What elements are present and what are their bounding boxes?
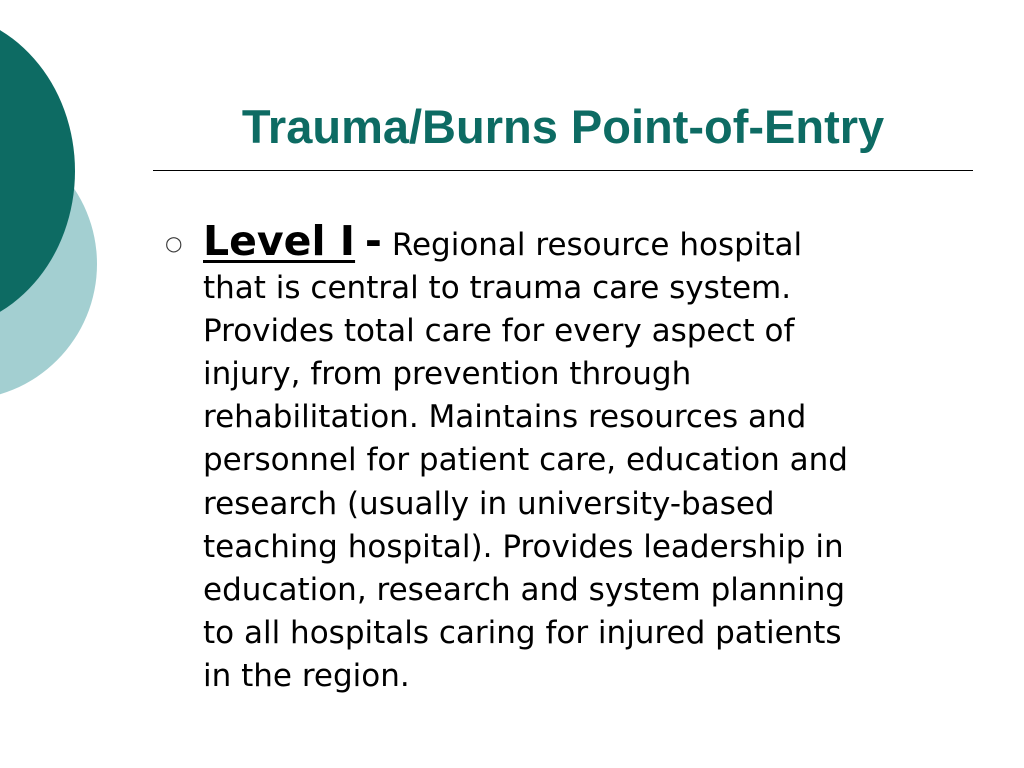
hollow-circle-bullet-icon: ○ xyxy=(165,231,183,255)
body-line: injury, from prevention through xyxy=(203,356,692,393)
body-line: education, research and system planning xyxy=(203,571,846,608)
slide-title: Trauma/Burns Point-of-Entry xyxy=(241,100,885,153)
body-line: rehabilitation. Maintains resources and xyxy=(203,399,807,436)
body-line: Provides total care for every aspect of xyxy=(203,313,795,350)
bullet-text xyxy=(203,217,963,698)
body-line: teaching hospital). Provides leadership in xyxy=(203,528,844,565)
bullet-first-line xyxy=(203,217,963,267)
body-line: that is central to trauma care system. xyxy=(203,270,792,307)
title-divider xyxy=(153,170,973,171)
level-separator: - xyxy=(364,217,382,265)
body-line: personnel for patient care, education and xyxy=(203,442,848,479)
level-label: Level I xyxy=(203,217,356,265)
body-line: to all hospitals caring for injured patients xyxy=(203,614,842,651)
body-line: research (usually in university-based xyxy=(203,485,775,522)
body-line: Regional resource hospital xyxy=(391,227,803,263)
body-line: in the region. xyxy=(203,657,410,694)
